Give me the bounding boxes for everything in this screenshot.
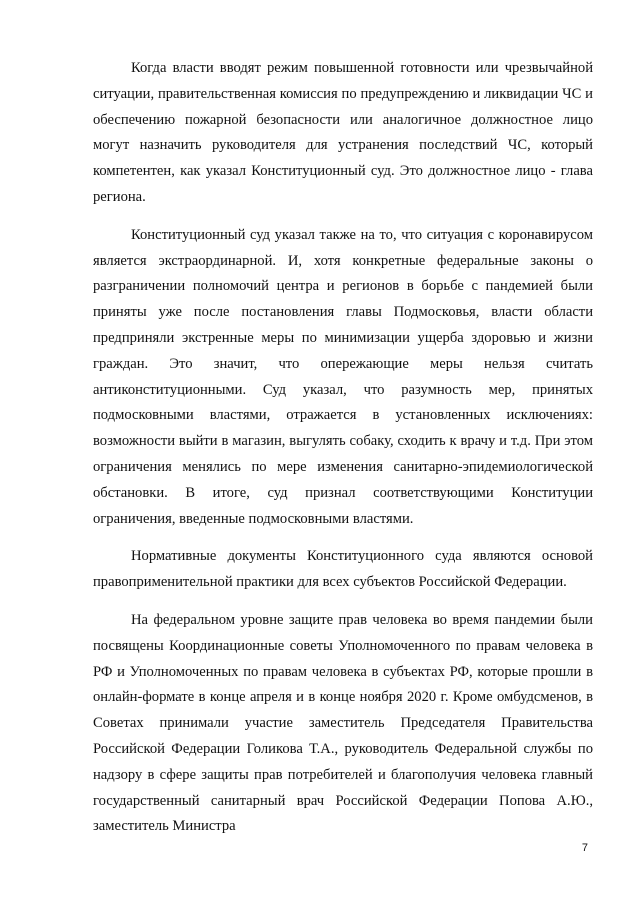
page-number: 7 bbox=[581, 842, 588, 854]
paragraph-2: Конституционный суд указал также на то, что ситуация с коронавирусом является экстраординарной. И, хотя конкретные федеральные законы о разграничении полномочий центра и регионов в борьбе с пандемией были приняты уже после постановления главы Подмосковья, власти области предприняли экстренные меры по минимизации ущерба здоровью и жизни граждан. Это значит, что опережающие меры нельзя считать антиконституционными. Суд указал, что разумность мер, принятых подмосковными властями, отражается в установленных исключениях: возможности выйти в магазин, выгулять собаку, сходить к врачу и т.д. При этом ограничения менялись по мере изменения санитарно-эпидемиологической обстановки. В итоге, суд признал соответствующими Конституции ограничения, введенные подмосковными властями. bbox=[93, 226, 593, 527]
paragraph-1: Когда власти вводят режим повышенной готовности или чрезвычайной ситуации, правительственная комиссия по предупреждению и ликвидации ЧС и обеспечению пожарной безопасности или аналогичное должностное лицо могут назначить руководителя для устранения последствий ЧС, который компетентен, как указал Конституционный суд. Это должностное лицо - глава региона. bbox=[93, 60, 593, 205]
body-text bbox=[93, 56, 593, 852]
paragraph-3: Нормативные документы Конституционного суда являются основой правоприменительной практики для всех субъектов Российской Федерации. bbox=[93, 548, 593, 591]
paragraph-4: На федеральном уровне защите прав человека во время пандемии были посвящены Координационные советы Уполномоченного по правам человека в РФ и Уполномоченных по правам человека в субъектах РФ, которые прошли в онлайн-формате в конце апреля и в конце ноября 2020 г. Кроме омбудсменов, в Советах принимали участие заместитель Председателя Правительства Российской Федерации Голикова Т.А., руководитель Федеральной службы по надзору в сфере защиты прав потребителей и благополучия человека главный государственный санитарный врач Российской Федерации Попова А.Ю., заместитель Министра bbox=[93, 611, 593, 835]
